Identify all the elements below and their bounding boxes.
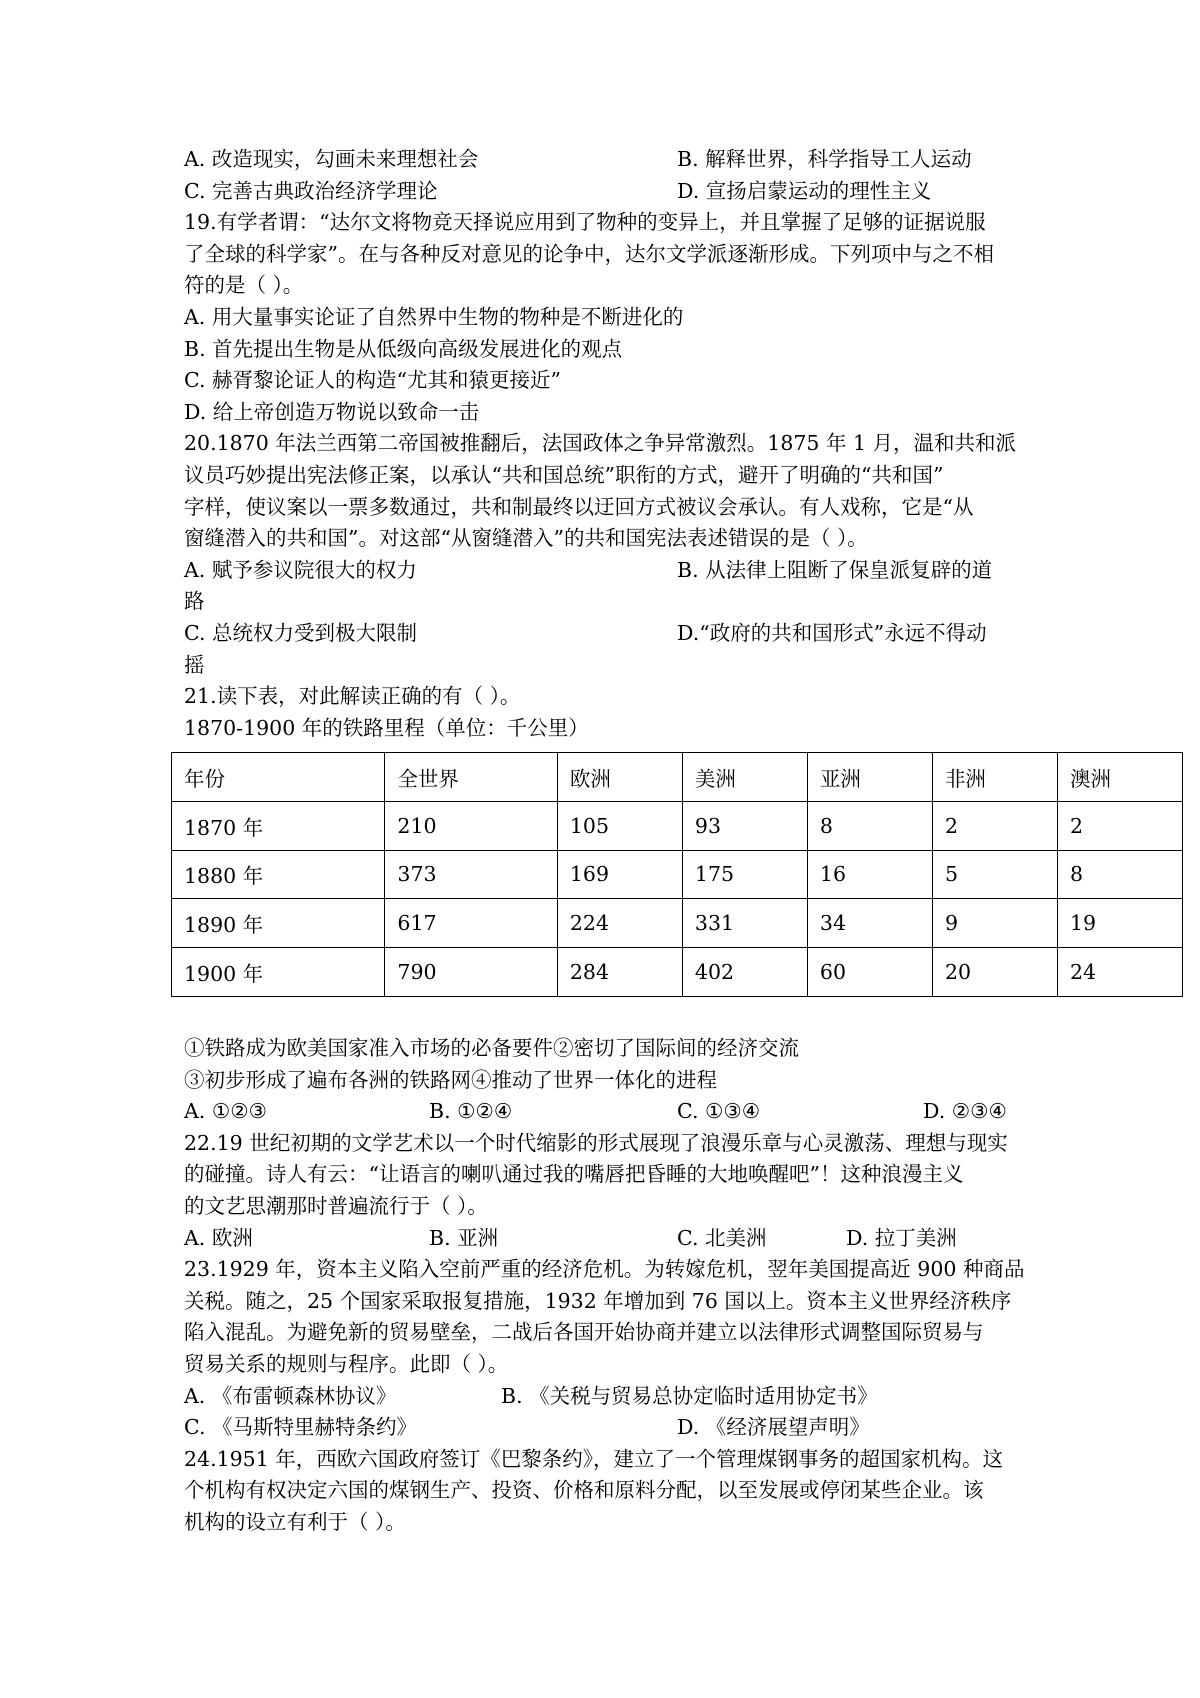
table-cell: 8 xyxy=(807,801,932,850)
q20-option-b: B. 从法律上阻断了保皇派复辟的道 xyxy=(677,557,993,582)
q20-option-d: D.“政府的共和国形式”永远不得动 xyxy=(677,620,987,645)
table-cell: 5 xyxy=(932,850,1057,899)
table-cell: 20 xyxy=(932,948,1057,997)
q20-stem-line-3: 字样，使议案以一票多数通过，共和制最终以迂回方式被议会承认。有人戏称，它是“从 xyxy=(184,494,974,519)
q21-item-line-1: ①铁路成为欧美国家准入市场的必备要件②密切了国际间的经济交流 xyxy=(184,1036,799,1060)
q20-option-d-wrap: 摇 xyxy=(184,652,205,677)
table-cell: 1880 年 xyxy=(172,850,385,899)
q21-option-b: B. ①②④ xyxy=(429,1099,513,1124)
q24-stem-line-3: 机构的设立有利于（ ）。 xyxy=(184,1509,406,1534)
q18-option-a: A. 改造现实，勾画未来理想社会 xyxy=(184,147,479,171)
table-row xyxy=(172,948,1183,997)
table-cell: 210 xyxy=(385,801,557,850)
table-cell: 1900 年 xyxy=(172,948,385,997)
table-cell: 790 xyxy=(385,948,557,997)
q22-option-b: B. 亚洲 xyxy=(429,1225,499,1250)
q23-options-row-2 xyxy=(184,1412,1034,1444)
table-cell: 1890 年 xyxy=(172,899,385,948)
table-cell: 224 xyxy=(557,899,682,948)
q23-option-a: A. 《布雷顿森林协议》 xyxy=(184,1383,397,1408)
table-header-cell: 澳洲 xyxy=(1057,753,1182,802)
q19-stem-line-3: 符的是（ ）。 xyxy=(184,273,304,298)
q23-stem-line-2: 关税。随之，25 个国家采取报复措施，1932 年增加到 76 国以上。资本主义世界经济秩序 xyxy=(184,1288,1012,1313)
table-cell: 331 xyxy=(682,899,807,948)
table-row xyxy=(172,899,1183,948)
table-cell: 34 xyxy=(807,899,932,948)
q19-option-d: D. 给上帝创造万物说以致命一击 xyxy=(184,399,480,424)
q20-option-a: A. 赋予参议院很大的权力 xyxy=(184,557,417,582)
table-cell: 373 xyxy=(385,850,557,899)
q18-options-row-2 xyxy=(184,176,1034,208)
table-cell: 402 xyxy=(682,948,807,997)
q22-stem-line-2: 的碰撞。诗人有云：“让语言的喇叭通过我的嘴唇把昏睡的大地唤醒吧”！这种浪漫主义 xyxy=(184,1162,964,1187)
q22-option-c: C. 北美洲 xyxy=(677,1225,767,1250)
table-cell: 19 xyxy=(1057,899,1182,948)
table-cell: 16 xyxy=(807,850,932,899)
q22-option-d: D. 拉丁美洲 xyxy=(846,1225,957,1250)
table-header-cell: 非洲 xyxy=(932,753,1057,802)
exam-content-bottom xyxy=(184,1033,1034,1539)
q18-options-row-1 xyxy=(184,144,1034,176)
table-header-cell: 美洲 xyxy=(682,753,807,802)
table-cell: 9 xyxy=(932,899,1057,948)
table-cell: 284 xyxy=(557,948,682,997)
q23-stem-line-4: 贸易关系的规则与程序。此即（ ）。 xyxy=(184,1351,509,1376)
q21-options-row xyxy=(184,1096,1034,1128)
q19-option-b: B. 首先提出生物是从低级向高级发展进化的观点 xyxy=(184,336,623,361)
q19-option-a: A. 用大量事实论证了自然界中生物的物种是不断进化的 xyxy=(184,304,684,329)
q19-stem-line-2: 了全球的科学家”。在与各种反对意见的论争中，达尔文学派逐渐形成。下列项中与之不相 xyxy=(184,241,994,266)
q21-option-c: C. ①③④ xyxy=(677,1099,761,1124)
table-cell: 169 xyxy=(557,850,682,899)
table-header-row xyxy=(172,753,1183,802)
table-cell: 2 xyxy=(1057,801,1182,850)
q23-options-row-1 xyxy=(184,1381,1034,1413)
table-row xyxy=(172,801,1183,850)
table-cell: 1870 年 xyxy=(172,801,385,850)
table-header-cell: 欧洲 xyxy=(557,753,682,802)
table-header-cell: 年份 xyxy=(172,753,385,802)
table-cell: 105 xyxy=(557,801,682,850)
q23-option-b: B. 《关税与贸易总协定临时适用协定书》 xyxy=(501,1383,878,1408)
table-cell: 175 xyxy=(682,850,807,899)
q21-table-title: 1870-1900 年的铁路里程（单位：千公里） xyxy=(184,715,589,740)
q20-option-b-wrap: 路 xyxy=(184,589,205,614)
q21-item-line-2: ③初步形成了遍布各洲的铁路网④推动了世界一体化的进程 xyxy=(184,1067,717,1092)
exam-content-top xyxy=(184,144,1034,744)
q21-stem: 21.读下表，对此解读正确的有（ ）。 xyxy=(184,684,521,709)
table-header-cell: 亚洲 xyxy=(807,753,932,802)
q22-options-row xyxy=(184,1223,1034,1255)
q18-option-d: D. 宣扬启蒙运动的理性主义 xyxy=(677,178,932,203)
q22-stem-line-3: 的文艺思潮那时普遍流行于（ ）。 xyxy=(184,1193,488,1218)
table-row xyxy=(172,850,1183,899)
q20-options-row-2 xyxy=(184,618,1034,650)
table-cell: 2 xyxy=(932,801,1057,850)
q20-stem-line-2: 议员巧妙提出宪法修正案，以承认“共和国总统”职衔的方式，避开了明确的“共和国” xyxy=(184,462,944,487)
q21-option-d: D. ②③④ xyxy=(923,1099,1007,1124)
q23-stem-line-1: 23.1929 年，资本主义陷入空前严重的经济危机。为转嫁危机，翌年美国提高近 900 种商品 xyxy=(184,1257,1025,1282)
q20-option-c: C. 总统权力受到极大限制 xyxy=(184,620,417,645)
q18-option-b: B. 解释世界，科学指导工人运动 xyxy=(677,147,972,171)
q19-option-c: C. 赫胥黎论证人的构造“尤其和猿更接近” xyxy=(184,368,561,393)
q22-option-a: A. 欧洲 xyxy=(184,1225,253,1250)
q23-stem-line-3: 陷入混乱。为避免新的贸易壁垒，二战后各国开始协商并建立以法律形式调整国际贸易与 xyxy=(184,1320,984,1345)
q20-options-row-1 xyxy=(184,555,1034,587)
table-header-cell: 全世界 xyxy=(385,753,557,802)
q19-stem-line-1: 19.有学者谓：“达尔文将物竞天择说应用到了物种的变异上，并且掌握了足够的证据说服 xyxy=(184,210,986,235)
q22-stem-line-1: 22.19 世纪初期的文学艺术以一个时代缩影的形式展现了浪漫乐章与心灵激荡、理想与现实 xyxy=(184,1130,1008,1155)
table-cell: 60 xyxy=(807,948,932,997)
q24-stem-line-2: 个机构有权决定六国的煤钢生产、投资、价格和原料分配，以至发展或停闭某些企业。该 xyxy=(184,1478,984,1503)
q23-option-d: D. 《经济展望声明》 xyxy=(677,1415,870,1440)
railway-mileage-table xyxy=(171,752,1183,997)
table-cell: 8 xyxy=(1057,850,1182,899)
q21-option-a: A. ①②③ xyxy=(184,1099,267,1124)
q20-stem-line-1: 20.1870 年法兰西第二帝国被推翻后，法国政体之争异常激烈。1875 年 1 月，温和共和派 xyxy=(184,431,1017,456)
q18-option-c: C. 完善古典政治经济学理论 xyxy=(184,178,438,203)
q20-stem-line-4: 窗缝潜入的共和国”。对这部“从窗缝潜入”的共和国宪法表述错误的是（ ）。 xyxy=(184,526,868,551)
table-cell: 93 xyxy=(682,801,807,850)
table-cell: 24 xyxy=(1057,948,1182,997)
q23-option-c: C. 《马斯特里赫特条约》 xyxy=(184,1415,417,1440)
q24-stem-line-1: 24.1951 年，西欧六国政府签订《巴黎条约》，建立了一个管理煤钢事务的超国家机构。这 xyxy=(184,1446,1004,1471)
table-cell: 617 xyxy=(385,899,557,948)
